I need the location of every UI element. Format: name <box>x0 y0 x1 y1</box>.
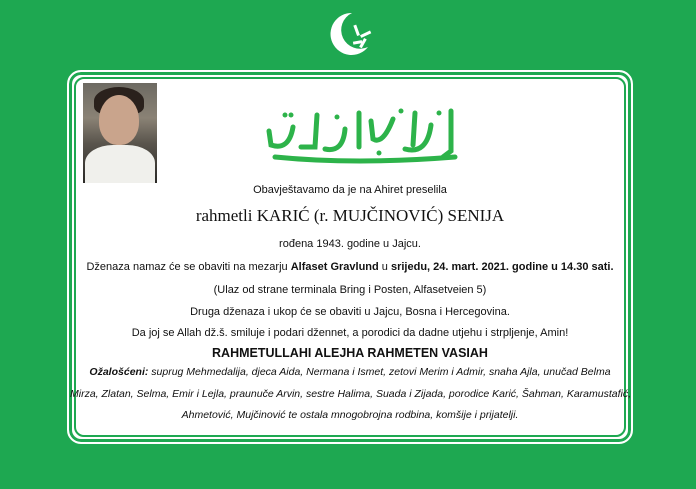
deceased-photo <box>83 83 157 183</box>
janaza-text: Dženaza namaz će se obaviti na mezarju Alfaset Gravlund u srijedu, 24. mart. 2021. godine u 14.30 sati. <box>86 261 614 273</box>
crescent-star-emblem-icon <box>324 9 374 59</box>
janaza-place: Alfaset Gravlund <box>290 261 379 273</box>
deceased-name: rahmetli KARIĆ (r. MUJČINOVIĆ) SENIJA <box>195 206 505 225</box>
mourners-line-3: Ahmetović, Mujčinović te ostala mnogobrojna rodbina, komšije i prijatelji. <box>181 409 519 421</box>
mourners-line-1: Ožalošćeni: suprug Mehmedalija, djeca Aida, Nermana i Ismet, zetovi Merim i Admir, snaha Ajla, unučad Belma <box>89 366 611 378</box>
rahmet-heading: RAHMETULLAHI ALEJHA RAHMETEN VASIAH <box>212 346 488 360</box>
prayer-text: Da joj se Allah dž.š. smiluje i podari džennet, a porodici da dadne utjehu i strpljenje, Amin! <box>131 327 569 339</box>
birth-text: rođena 1943. godine u Jajcu. <box>279 238 421 250</box>
entrance-text: (Ulaz od strane terminala Bring i Posten, Alfasetveien 5) <box>213 284 487 296</box>
arabic-calligraphy-logo <box>255 99 467 171</box>
janaza-date: srijedu, 24. mart. 2021. godine u 14.30 sati. <box>390 261 614 273</box>
second-janaza-text: Druga dženaza i ukop će se obaviti u Jajcu, Bosna i Hercegovina. <box>190 306 510 318</box>
mourners-label: Ožalošćeni: <box>89 366 149 378</box>
mourners-line-2: Mirza, Zlatan, Selma, Emir i Lejla, praunuče Arvin, sestre Halima, Suada i Zijada, porodice Karić, Šahman, Karamustafić, <box>70 388 632 400</box>
intro-text: Obavještavamo da je na Ahiret preselila <box>253 184 447 196</box>
